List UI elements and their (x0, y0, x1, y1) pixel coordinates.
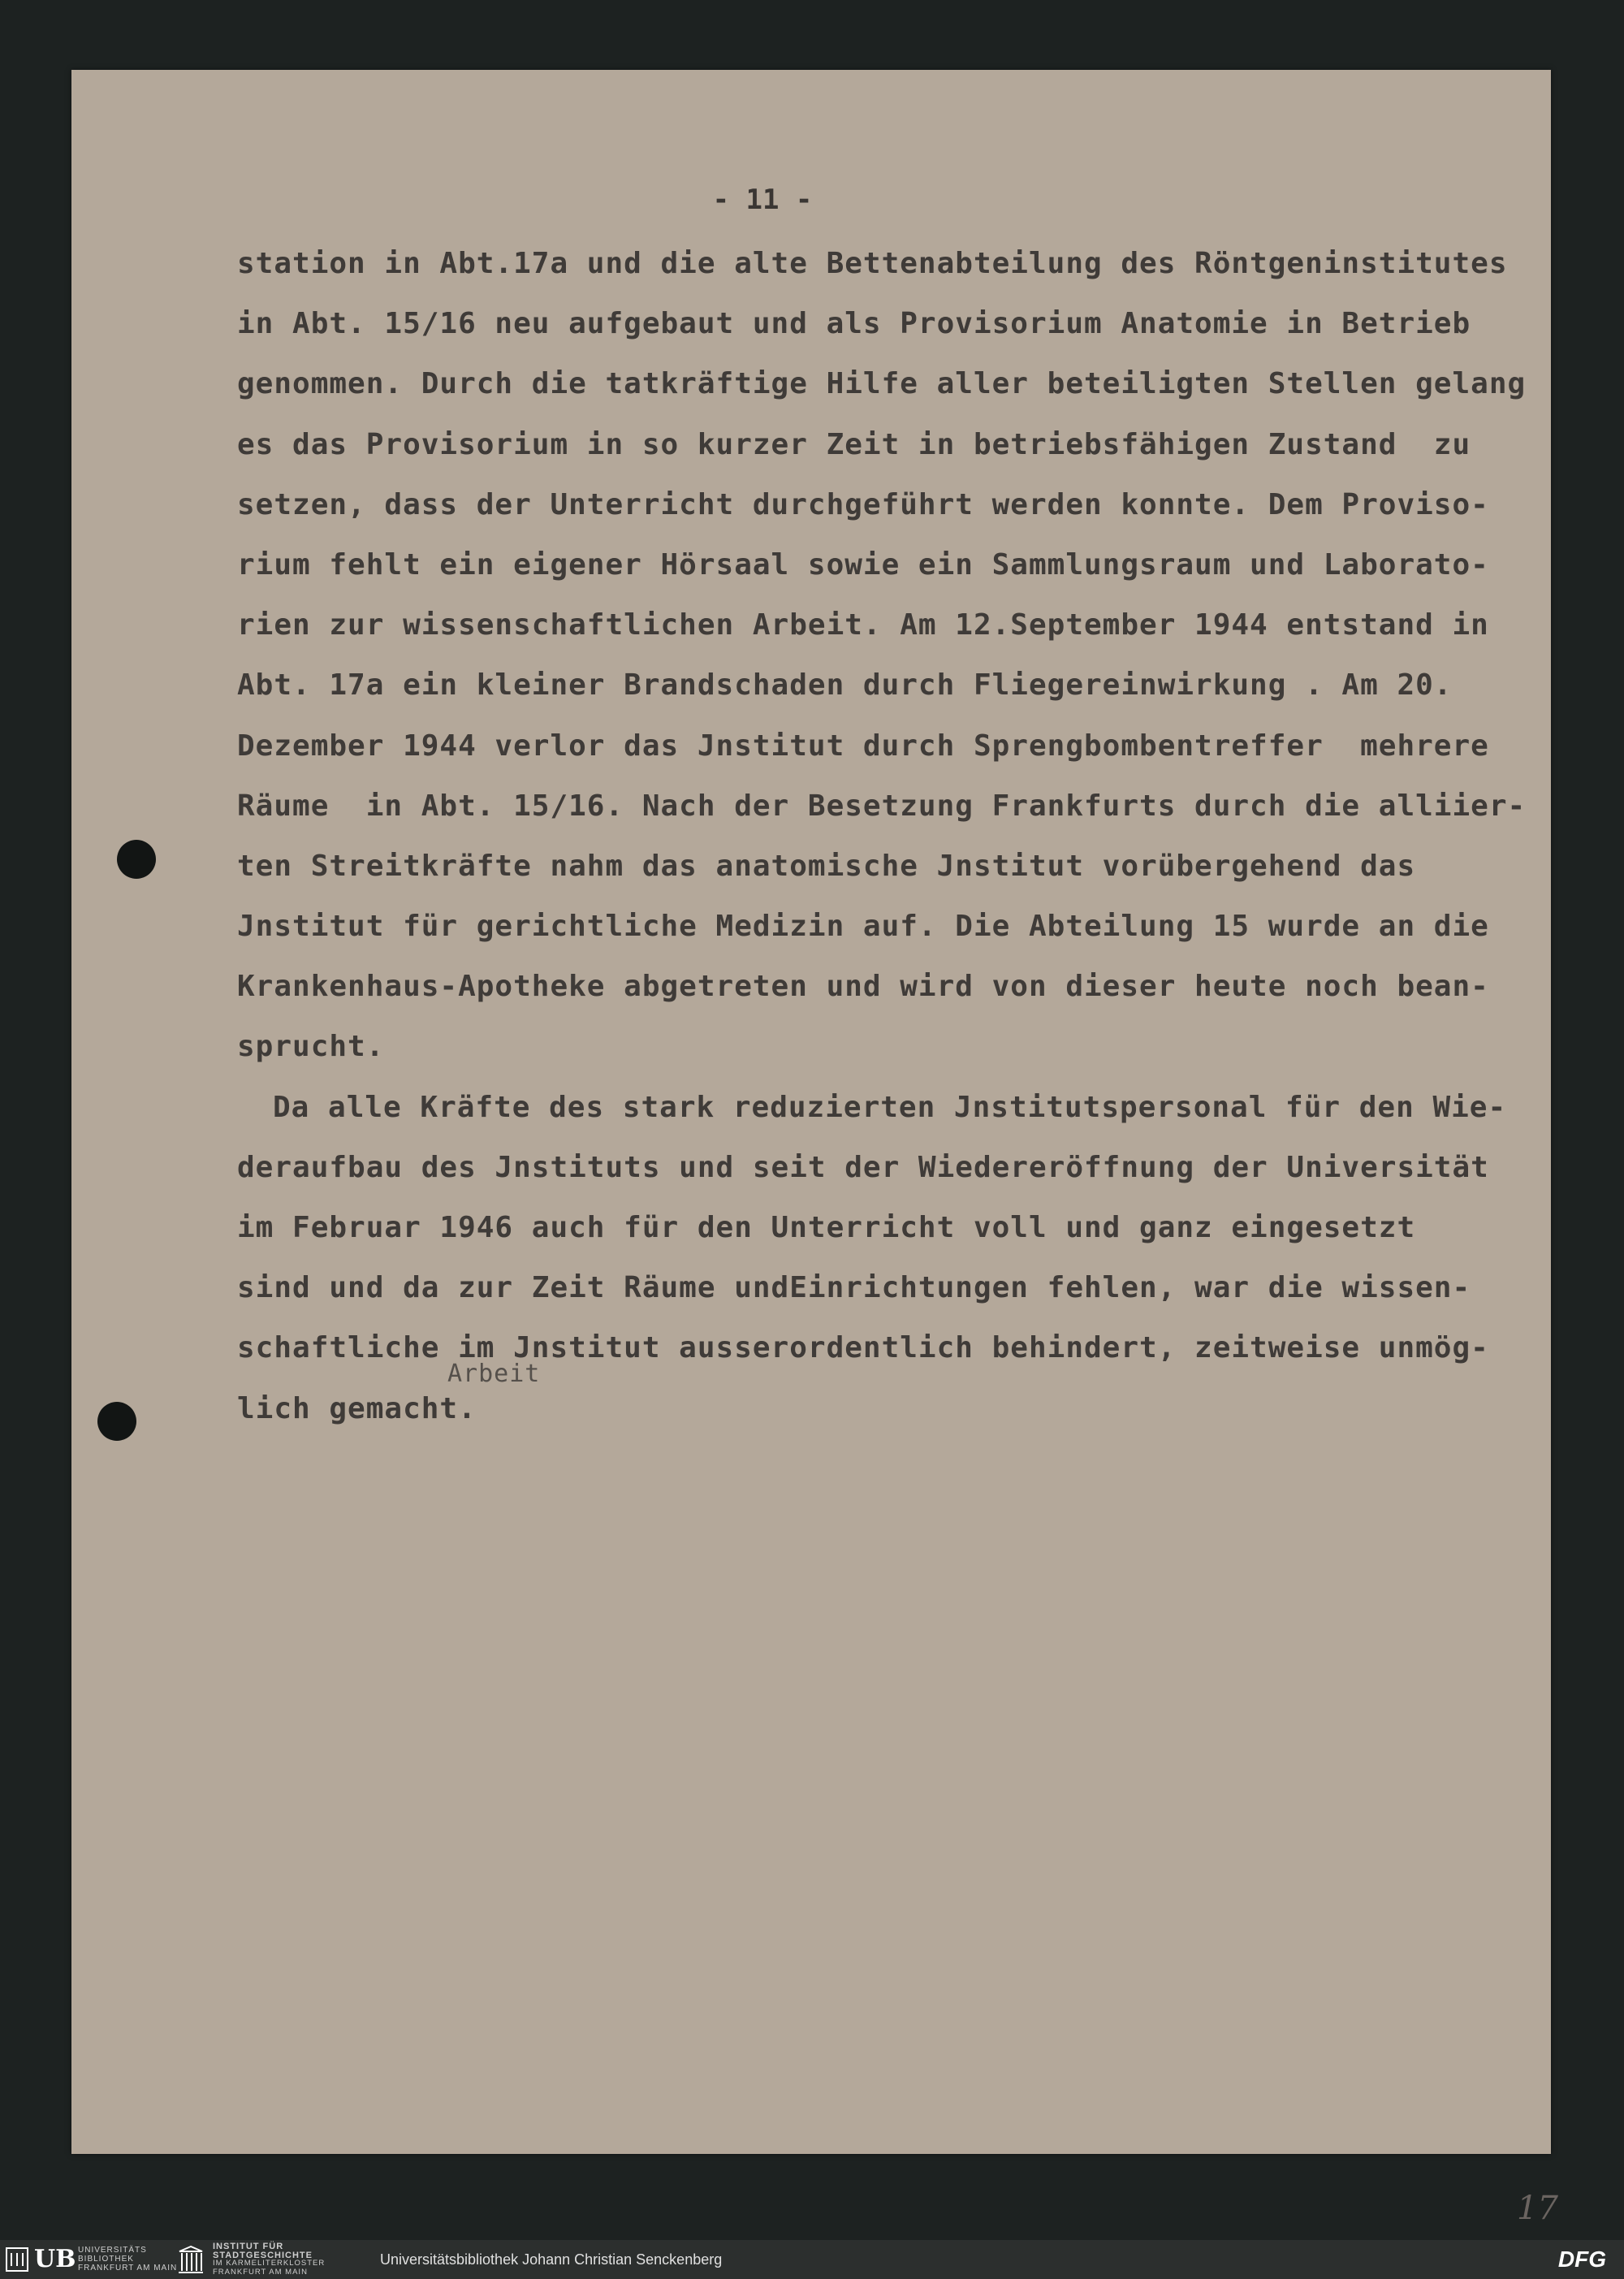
text-line: Da alle Kräfte des stark reduzierten Jnstitutspersonal für den Wie- (273, 1090, 1507, 1124)
text-line: lich gemacht. (237, 1391, 477, 1425)
dfg-logo: DFG (1557, 2247, 1606, 2272)
isg-line: INSTITUT FÜR (213, 2242, 284, 2251)
text-line: rien zur wissenschaftlichen Arbeit. Am 12.September 1944 entstand in (237, 608, 1489, 642)
text-line: Krankenhaus-Apotheke abgetreten und wird von dieser heute noch bean- (237, 970, 1489, 1004)
page-number: - 11 - (712, 184, 813, 216)
library-credit: Universitätsbibliothek Johann Christian Senckenberg (380, 2251, 723, 2268)
text-line: genommen. Durch die tatkräftige Hilfe aller beteiligten Stellen gelang (237, 367, 1527, 401)
ub-line: UNIVERSITÄTS (78, 2246, 147, 2255)
text-line: sind und da zur Zeit Räume undEinrichtungen fehlen, war die wissen- (237, 1271, 1471, 1305)
punch-hole-upper (117, 840, 156, 879)
ub-text (78, 2246, 177, 2273)
text-line: setzen, dass der Unterricht durchgeführt werden konnte. Dem Proviso- (237, 487, 1489, 521)
typed-text-body (237, 234, 1618, 1439)
text-line: Abt. 17a ein kleiner Brandschaden durch Fliegereinwirkung . Am 20. (237, 668, 1453, 703)
isg-line: FRANKFURT AM MAIN (213, 2267, 308, 2277)
ub-line: FRANKFURT AM MAIN (78, 2264, 178, 2273)
text-line: ten Streitkräfte nahm das anatomische Jnstitut vorübergehend das (237, 849, 1416, 883)
ub-logo: UB (34, 2245, 76, 2273)
text-line: Räume in Abt. 15/16. Nach der Besetzung Frankfurts durch die alliier- (237, 789, 1527, 823)
text-line: deraufbau des Jnstituts und seit der Wiedereröffnung der Universität (237, 1150, 1489, 1184)
text-line: Dezember 1944 verlor das Jnstitut durch Sprengbombentreffer mehrere (237, 729, 1489, 763)
footer-bar (0, 2240, 1624, 2279)
ub-emblem-icon (5, 2247, 29, 2273)
handwritten-insertion: Arbeit (447, 1360, 541, 1388)
margin-mark: 17 (1517, 2190, 1558, 2227)
isg-line: IM KARMELITERKLOSTER (213, 2259, 326, 2268)
institute-pillars-icon (177, 2245, 205, 2274)
text-line: in Abt. 15/16 neu aufgebaut und als Provisorium Anatomie in Betrieb (237, 307, 1471, 341)
ub-line: BIBLIOTHEK (78, 2255, 134, 2264)
text-line: im Februar 1946 auch für den Unterricht voll und ganz eingesetzt (237, 1211, 1416, 1244)
text-line: es das Provisorium in so kurzer Zeit in betriebsfähigen Zustand zu (237, 427, 1471, 461)
punch-hole-lower (97, 1402, 136, 1441)
isg-line: STADTGESCHICHTE (213, 2250, 313, 2260)
text-line: station in Abt.17a und die alte Bettenabteilung des Röntgeninstitutes (237, 247, 1508, 280)
text-line: Jnstitut für gerichtliche Medizin auf. Die Abteilung 15 wurde an die (237, 910, 1489, 944)
document-page (71, 70, 1558, 2227)
isg-text (213, 2242, 325, 2277)
text-line: rium fehlt ein eigener Hörsaal sowie ein Sammlungsraum und Laborato- (237, 547, 1489, 582)
text-line: schaftliche im Jnstitut ausserordentlich behindert, zeitweise unmög- (237, 1331, 1489, 1365)
text-line: sprucht. (237, 1030, 385, 1064)
